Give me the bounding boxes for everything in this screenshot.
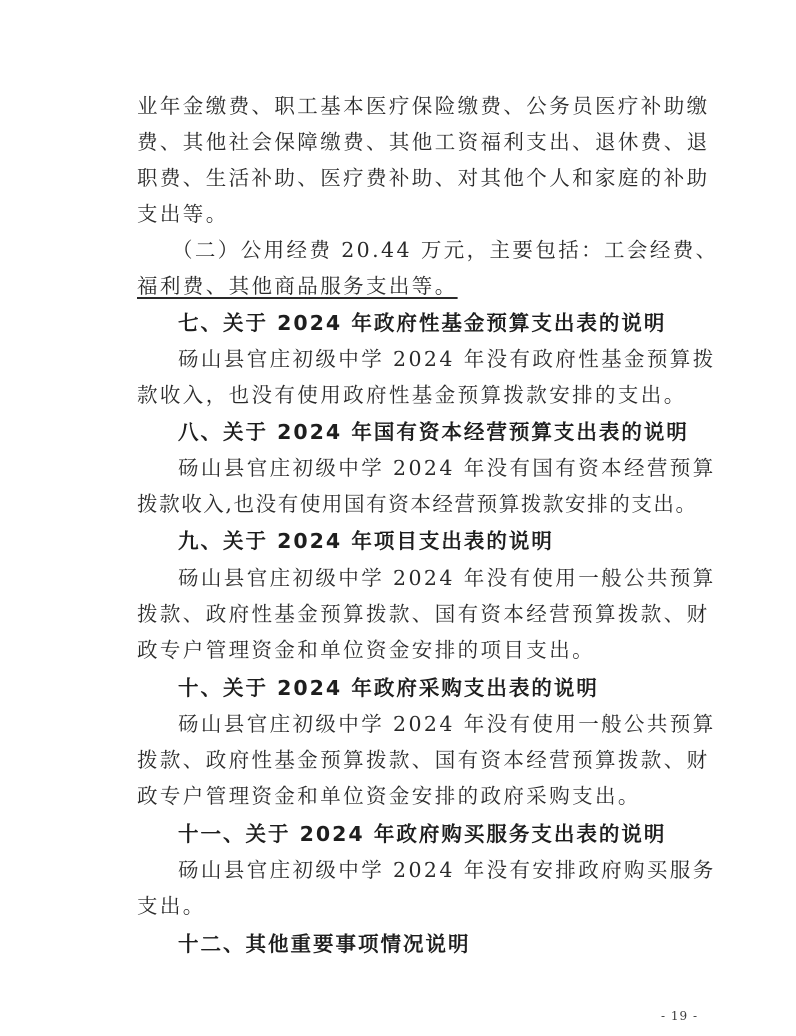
body-line [137,273,458,299]
body-line: 砀山县官庄初级中学 2024 年没有使用一般公共预算 [178,712,716,736]
body-line: 拨款、政府性基金预算拨款、国有资本经营预算拨款、财 [137,748,710,772]
body-line: 政专户管理资金和单位资金安排的政府采购支出。 [137,784,641,808]
body-line: 政专户管理资金和单位资金安排的项目支出。 [137,638,595,662]
body-line: 砀山县官庄初级中学 2024 年没有政府性基金预算拨 [178,347,716,371]
body-line: 砀山县官庄初级中学 2024 年没有使用一般公共预算 [178,566,716,590]
section-heading: 十一、关于 2024 年政府购买服务支出表的说明 [178,822,667,846]
body-line: 支出等。 [137,202,229,226]
body-line: 砀山县官庄初级中学 2024 年没有国有资本经营预算 [178,456,716,480]
page-number: - 19 - [660,1009,698,1023]
body-line: 职费、生活补助、医疗费补助、对其他个人和家庭的补助 [137,166,710,190]
body-line: （二）公用经费 20.44 万元，主要包括：工会经费、 [172,238,719,262]
section-heading: 七、关于 2024 年政府性基金预算支出表的说明 [178,311,667,335]
body-line: 拨款、政府性基金预算拨款、国有资本经营预算拨款、财 [137,602,710,626]
body-line: 业年金缴费、职工基本医疗保险缴费、公务员医疗补助缴 [137,94,710,118]
section-heading: 十二、其他重要事项情况说明 [178,932,471,956]
body-line-underlined: 福利费、其他商品服务支出等。 [137,274,458,298]
section-heading: 九、关于 2024 年项目支出表的说明 [178,529,554,553]
body-line: 支出。 [137,894,206,918]
section-heading: 八、关于 2024 年国有资本经营预算支出表的说明 [178,420,689,444]
body-line: 费、其他社会保障缴费、其他工资福利支出、退休费、退 [137,130,710,154]
body-line: 拨款收入,也没有使用国有资本经营预算拨款安排的支出。 [137,492,698,516]
body-line: 砀山县官庄初级中学 2024 年没有安排政府购买服务 [178,858,716,882]
body-line: 款收入，也没有使用政府性基金预算拨款安排的支出。 [137,383,687,407]
section-heading: 十、关于 2024 年政府采购支出表的说明 [178,676,599,700]
